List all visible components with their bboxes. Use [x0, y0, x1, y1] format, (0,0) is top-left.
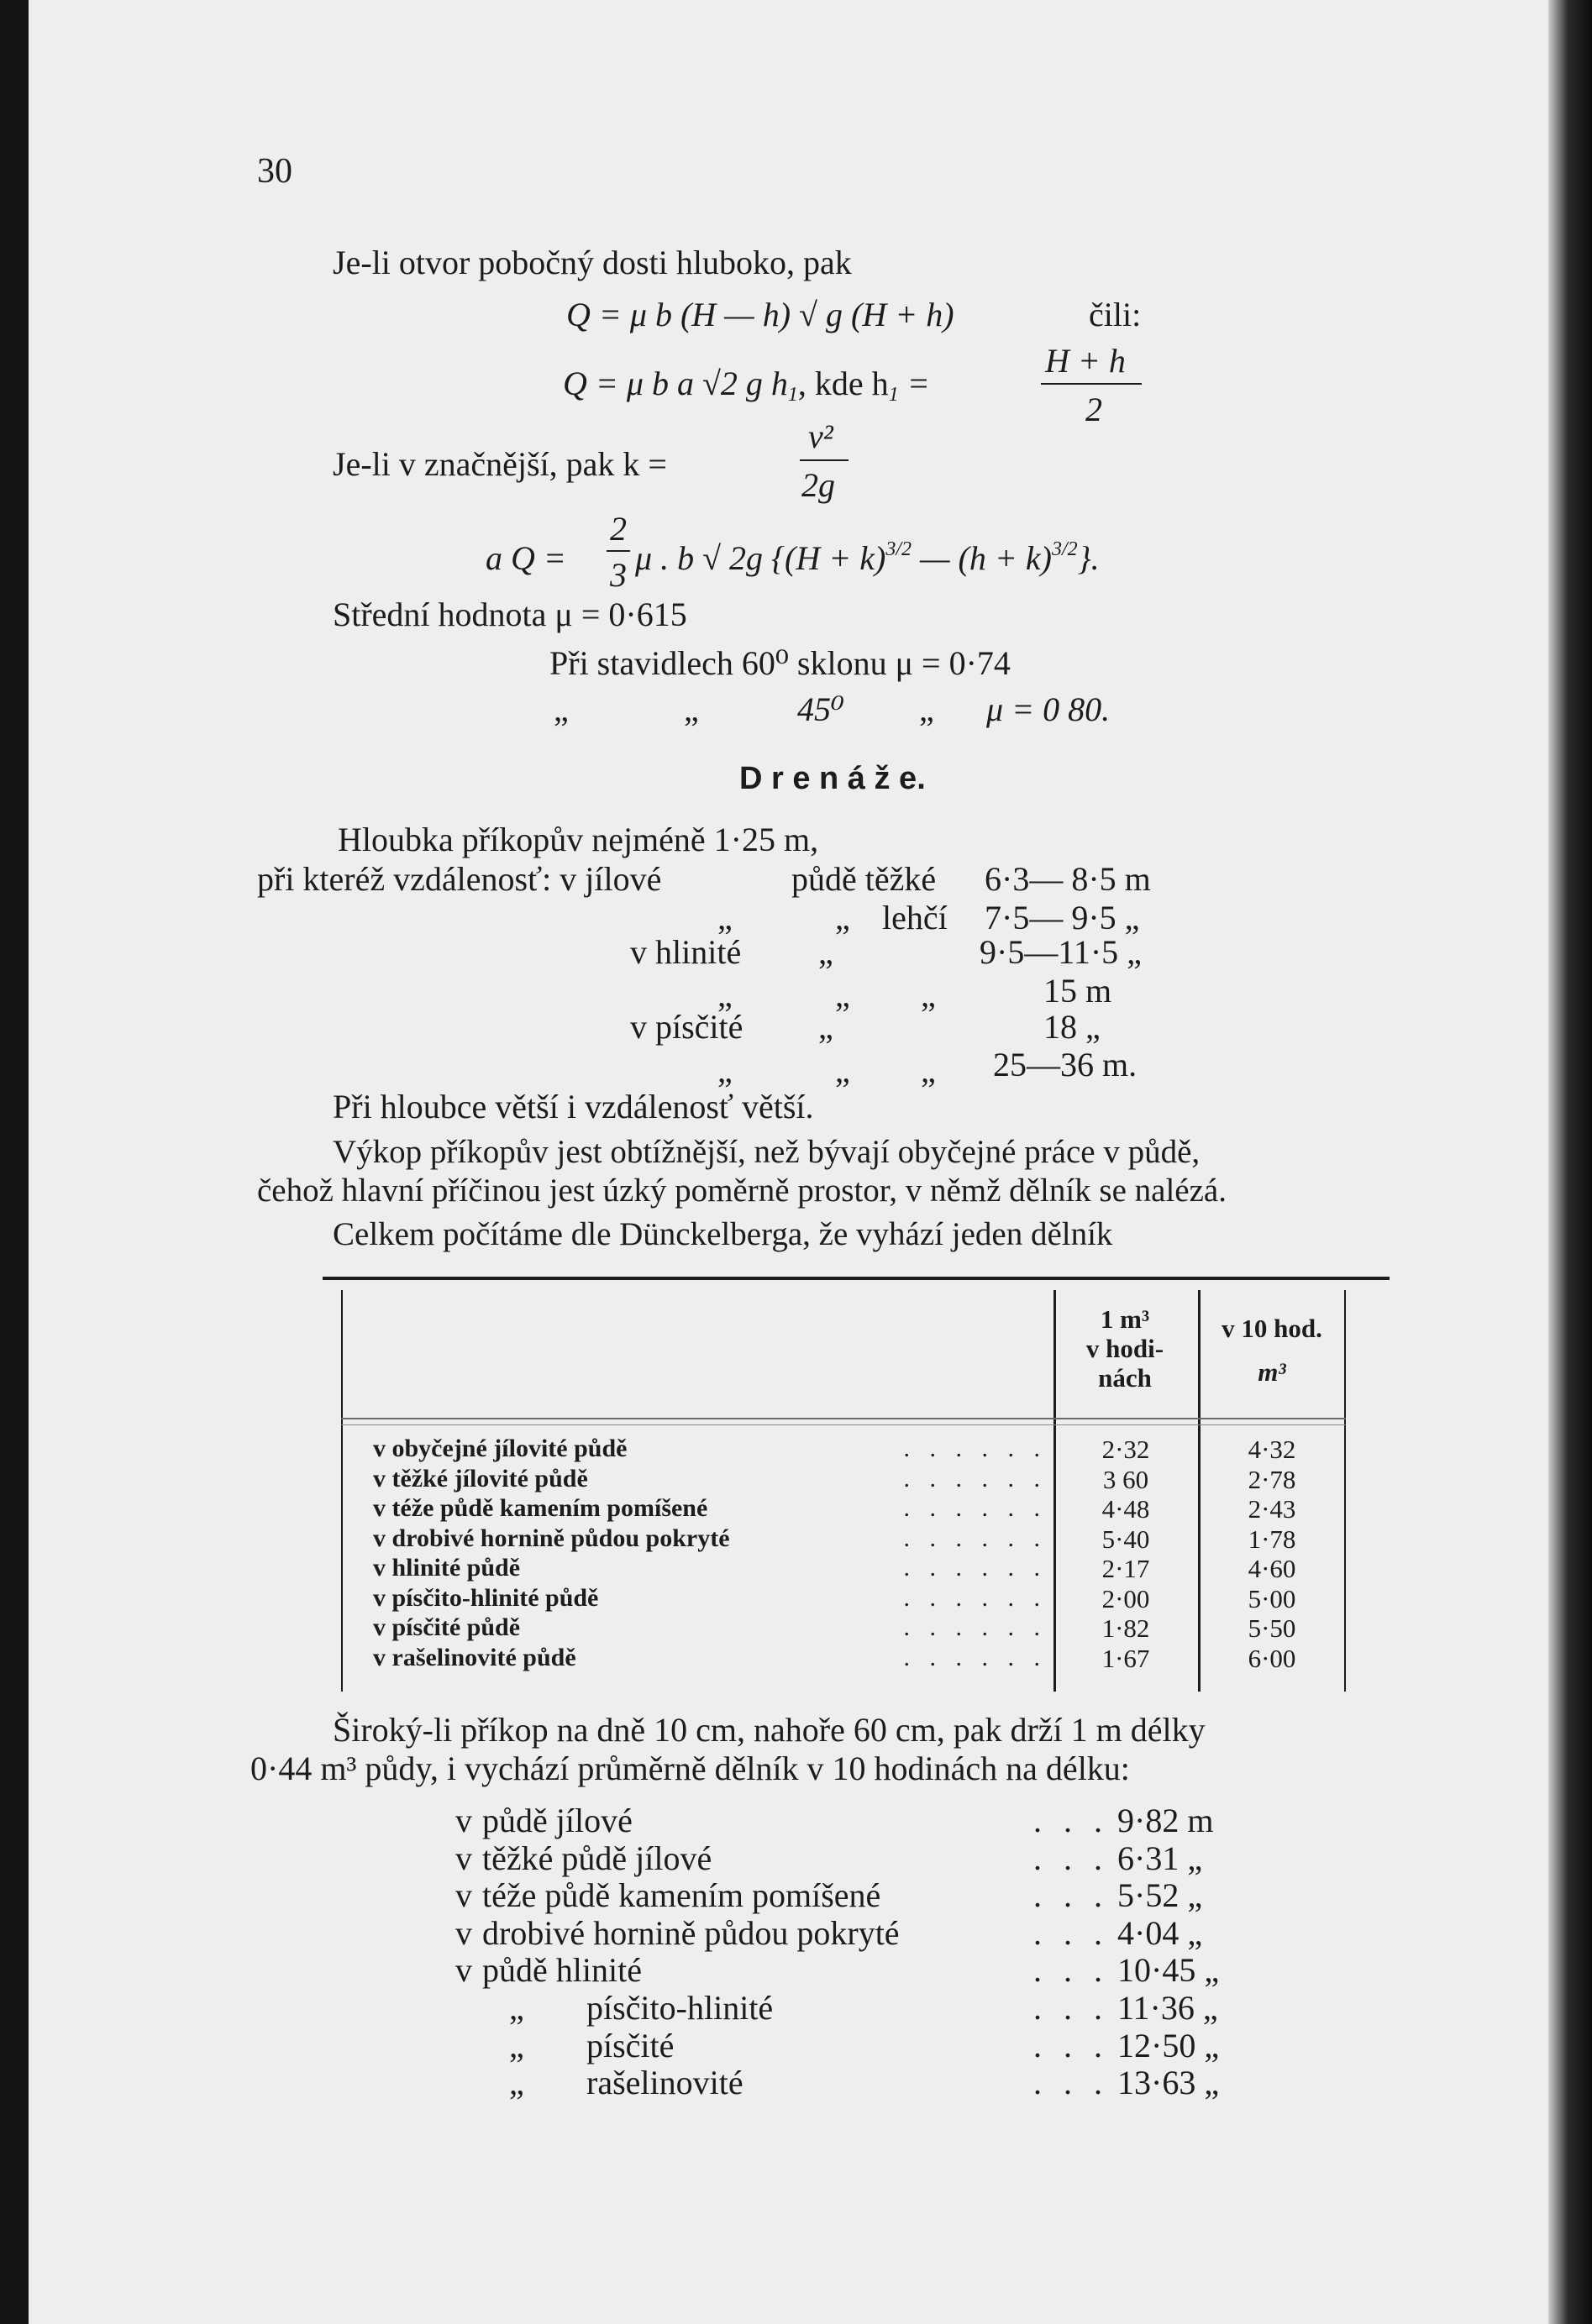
list-item-prefix: v [455, 1839, 472, 1877]
list-item-label: téže půdě kamením pomíšené [482, 1876, 881, 1914]
dot-leader: . . . . . . [903, 1494, 1047, 1522]
dot-leader: . . . . . . [903, 1465, 1047, 1493]
distance-value: 15 m [1043, 972, 1112, 1010]
col-header-hourly: nách [1098, 1363, 1152, 1393]
ten-hour-value: 6·00 [1248, 1644, 1296, 1673]
ditto-mark: „ [835, 1052, 850, 1089]
k-definition: Je-li v značnější, pak k = [333, 445, 667, 483]
intro-line: Je-li otvor pobočný dosti hluboko, pak [333, 244, 852, 281]
ten-hour-value: 5·50 [1248, 1613, 1296, 1643]
list-item-prefix: v [455, 1876, 472, 1914]
list-item-label: rašelinovité [586, 2064, 743, 2101]
ditto-mark: „ [554, 690, 569, 728]
list-item-label: půdě jílové [482, 1802, 633, 1839]
table-header-rule [341, 1418, 1346, 1419]
soil-heavy-label: půdě těžké [791, 860, 937, 898]
equation-1: Q = μ b (H — h) √ g (H + h) [566, 296, 954, 333]
dot-leader: . . . [1033, 1914, 1109, 1952]
paragraph-line: čehož hlavní příčinou jest úzký poměrně prostor, v němž dělník se nalézá. [257, 1172, 1227, 1209]
ten-hour-value: 2·78 [1248, 1465, 1296, 1494]
list-item-prefix: „ [509, 2064, 524, 2101]
hourly-value: 2·17 [1101, 1554, 1150, 1583]
list-item-prefix: v [455, 1951, 472, 1989]
ditto-mark: „ [717, 899, 733, 936]
equation-2-denominator: 2 [1085, 391, 1102, 428]
ditto-mark: „ [717, 1052, 733, 1089]
distance-value: 9·5—11·5 „ [980, 933, 1142, 971]
dot-leader: . . . . . . [903, 1613, 1047, 1641]
fraction-bar [1041, 383, 1142, 385]
ditto-mark: „ [684, 690, 699, 728]
paragraph-line: Široký-li příkop na dně 10 cm, nahoře 60 cm, pak drží 1 m délky [333, 1711, 1206, 1749]
hourly-value: 4·48 [1101, 1494, 1150, 1524]
ten-hour-value: 4·60 [1248, 1554, 1296, 1583]
distance-clay-label: při kteréž vzdálenosť: v jílové [257, 860, 662, 898]
table-left-border [341, 1290, 343, 1692]
col-header-hourly: 1 m³ [1100, 1304, 1150, 1334]
paragraph-line: 0·44 m³ půdy, i vychází průměrně dělník v 10 hodinách na délku: [250, 1750, 1130, 1787]
dot-leader: . . . [1033, 1802, 1109, 1839]
hourly-value: 2·00 [1101, 1584, 1150, 1613]
aq-prefix: a Q = [486, 539, 566, 577]
list-item-prefix: „ [509, 1989, 524, 2027]
table-row-label: v obyčejné jílovité půdě [373, 1435, 628, 1462]
hourly-value: 1·82 [1101, 1613, 1150, 1643]
aq-formula: μ . b √ 2g {$(H + k)^{3/2}$ — $(h + k)^{3/2}$}. [635, 538, 1100, 577]
table-row-label: v písčité půdě [373, 1613, 521, 1641]
ditto-mark: „ [921, 976, 936, 1014]
section-heading: D r e n á ž e. [739, 761, 926, 796]
dot-leader: . . . [1033, 1839, 1109, 1877]
dot-leader: . . . . . . [903, 1435, 1047, 1462]
paragraph-line: Výkop příkopův jest obtížnější, než bývají obyčejné práce v půdě, [333, 1134, 1201, 1170]
list-item-label: těžké půdě jílové [482, 1839, 712, 1877]
table-row-label: v drobivé hornině půdou pokryté [373, 1524, 730, 1552]
dot-leader: . . . . . . [903, 1524, 1047, 1552]
depth-note: Při hloubce větší i vzdálenosť větší. [333, 1088, 814, 1125]
sand-label: v písčité [630, 1008, 743, 1046]
col-header-10h: v 10 hod. [1222, 1314, 1322, 1343]
dot-leader: . . . . . . [903, 1644, 1047, 1671]
table-row-label: v rašelinovité půdě [373, 1644, 576, 1671]
ditto-mark: „ [818, 1008, 833, 1046]
dot-leader: . . . [1033, 2027, 1109, 2064]
ten-hour-value: 4·32 [1248, 1435, 1296, 1464]
page-number: 30 [257, 152, 292, 191]
hourly-value: 2·32 [1101, 1435, 1150, 1464]
list-item-value: 9·82 m [1117, 1802, 1214, 1839]
table-right-border [1344, 1290, 1346, 1692]
list-item-value: 12·50 „ [1117, 2027, 1220, 2064]
drainage-depth: Hloubka příkopův nejméně 1·25 m, [338, 821, 819, 858]
list-item-label: písčito-hlinité [586, 1989, 774, 2027]
ten-hour-value: 2·43 [1248, 1494, 1296, 1524]
dot-leader: . . . [1033, 1876, 1109, 1914]
ditto-mark: „ [835, 976, 850, 1014]
list-item-prefix: v [455, 1914, 472, 1952]
distance-value: 6·3— 8·5 m [985, 860, 1151, 898]
scan-right-edge [1548, 0, 1592, 2324]
table-row-label: v těžké jílovité půdě [373, 1465, 588, 1493]
ditto-mark: „ [818, 933, 833, 971]
ten-hour-value: 5·00 [1248, 1584, 1296, 1613]
list-item-value: 10·45 „ [1117, 1951, 1220, 1989]
ditto-mark: „ [919, 690, 934, 728]
ditto-mark: „ [835, 899, 850, 936]
table-column-divider [1053, 1290, 1056, 1692]
paragraph-line: Celkem počítáme dle Dünckelberga, že vyhází jeden dělník [333, 1216, 1113, 1252]
list-item-value: 11·36 „ [1117, 1989, 1218, 2027]
k-numerator: v² [808, 417, 833, 455]
distance-value: 25—36 m. [993, 1046, 1138, 1083]
gate-60: Při stavidlech 60⁰ sklonu μ = 0·74 [549, 644, 1011, 682]
equation-1-suffix: čili: [1089, 296, 1142, 333]
dot-leader: . . . [1033, 2064, 1109, 2101]
list-item-prefix: v [455, 1802, 472, 1839]
dot-leader: . . . . . . [903, 1554, 1047, 1582]
equation-2-numerator: H + h [1045, 342, 1126, 380]
ten-hour-value: 1·78 [1248, 1524, 1296, 1554]
list-item-label: drobivé hornině půdou pokryté [482, 1914, 900, 1952]
equation-2: Q = μ b a √2 g $h_1$, kde $h_1$ = [563, 365, 930, 407]
list-item-value: 5·52 „ [1117, 1876, 1203, 1914]
list-item-value: 6·31 „ [1117, 1839, 1203, 1877]
list-item-value: 13·63 „ [1117, 2064, 1220, 2101]
list-item-prefix: „ [509, 2027, 524, 2064]
gate-45-angle: 45⁰ [797, 690, 845, 728]
list-item-label: písčité [586, 2027, 675, 2064]
page-sheet [29, 0, 1548, 2324]
distance-value: 18 „ [1043, 1008, 1101, 1046]
hourly-value: 5·40 [1101, 1524, 1150, 1554]
list-item-value: 4·04 „ [1117, 1914, 1203, 1952]
distance-value: 7·5— 9·5 „ [985, 899, 1140, 936]
loam-label: v hlinité [630, 933, 742, 971]
hourly-value: 1·67 [1101, 1644, 1150, 1673]
scan-left-edge [0, 0, 29, 2324]
dot-leader: . . . . . . [903, 1584, 1047, 1612]
aq-numerator: 2 [610, 510, 627, 548]
col-header-hourly: v hodi- [1085, 1334, 1164, 1363]
hourly-value: 3 60 [1102, 1465, 1149, 1494]
dot-leader: . . . [1033, 1989, 1109, 2027]
list-item-label: půdě hlinité [482, 1951, 642, 1989]
gate-45-mu: μ = 0 80. [986, 690, 1111, 728]
fraction-bar [800, 459, 849, 461]
dot-leader: . . . [1033, 1951, 1109, 1989]
table-top-rule [323, 1277, 1390, 1280]
mean-value: Střední hodnota μ = 0·615 [333, 595, 687, 633]
ditto-mark: „ [921, 1052, 936, 1089]
soil-light-label: lehčí [882, 899, 948, 936]
fraction-bar [607, 550, 630, 552]
table-row-label: v téže půdě kamením pomíšené [373, 1494, 708, 1522]
table-row-label: v písčito-hlinité půdě [373, 1584, 599, 1612]
ditto-mark: „ [717, 976, 733, 1014]
table-row-label: v hlinité půdě [373, 1554, 521, 1582]
table-column-divider [1198, 1290, 1201, 1692]
col-header-10h: m³ [1258, 1357, 1286, 1387]
table-header-rule [341, 1424, 1346, 1425]
aq-denominator: 3 [610, 556, 627, 594]
k-denominator: 2g [801, 466, 835, 504]
